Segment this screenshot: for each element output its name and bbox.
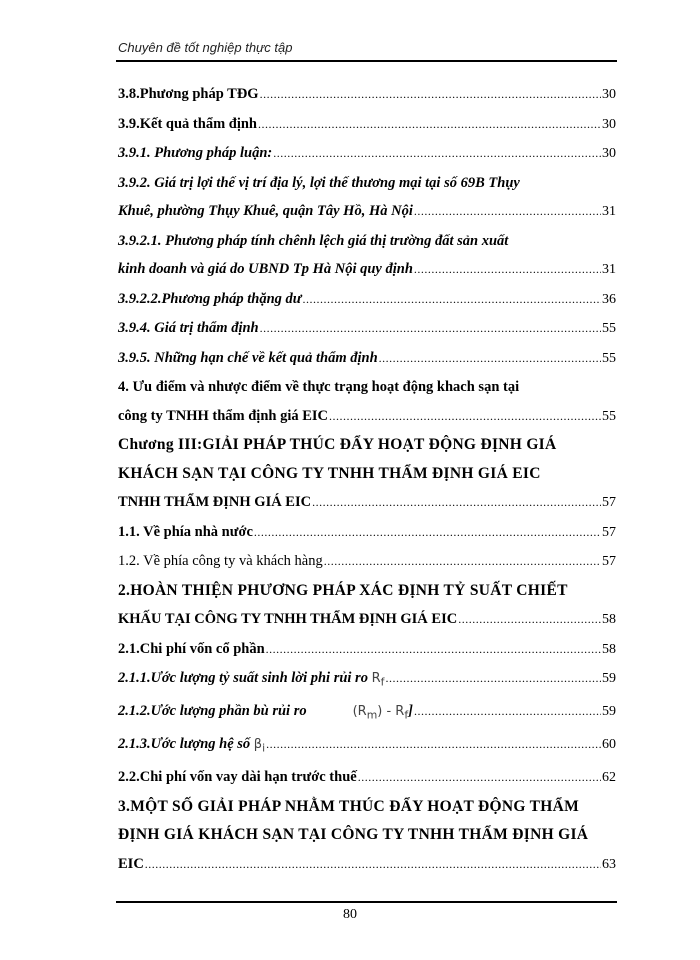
toc-page-number: 63 (602, 856, 616, 872)
toc-page-number: 30 (602, 116, 616, 132)
toc-page-number: 58 (602, 612, 616, 627)
toc-entry[interactable]: 3.9.2. Giá trị lợi thế vị trí địa lý, lợi thế thương mại tại số 69B Thụy Khuê, phường Thụy Khuê, quận Tây Hồ, Hà Nội ..... 31 (118, 169, 616, 227)
toc-page-number: 59 (602, 671, 616, 686)
toc-page-number: 57 (602, 495, 616, 510)
toc-page-number: 55 (602, 321, 616, 336)
toc-entry[interactable]: 3.9.2.2.Phương pháp thặng dư ..... 36 (118, 285, 616, 315)
toc-entry[interactable]: 2.HOÀN THIỆN PHƯƠNG PHÁP XÁC ĐỊNH TỶ SUẤT CHIẾT KHẤU TẠI CÔNG TY TNHH THẨM ĐỊNH GIÁ EIC ..... 58 (118, 577, 616, 635)
page-number: 80 (343, 907, 357, 922)
toc-page-number: 60 (602, 737, 616, 753)
header-rule (116, 60, 617, 62)
toc-page-number: 31 (602, 204, 616, 219)
toc-entry[interactable]: 3.8.Phương pháp TĐG ..... 30 (118, 80, 616, 110)
toc-entry[interactable]: 2.1.3.Ước lượng hệ số $\beta_i$ ..... 60 (118, 730, 616, 763)
toc-entry[interactable]: 2.2.Chi phí vốn vay dài hạn trước thuế ..... 62 (118, 763, 616, 793)
toc-page-number: 59 (602, 704, 616, 720)
toc-entry[interactable]: 2.1.2.Ước lượng phần bù rủi ro $(R_m) - R_f$] ..... 59 (118, 697, 616, 730)
beta-symbol: $\beta_i$ (253, 737, 266, 755)
toc-entry[interactable]: 3.9.4. Giá trị thẩm định ..... 55 (118, 314, 616, 344)
toc-entry[interactable]: 3.9.5. Những hạn chế về kết quả thẩm định ..... 55 (118, 344, 616, 374)
toc-page-number: 30 (602, 146, 616, 161)
toc-page-number: 58 (602, 641, 616, 657)
toc-page-number: 55 (602, 408, 616, 424)
toc-page-number: 57 (602, 524, 616, 540)
toc-entry[interactable]: 1.1. Về phía nhà nước ..... 57 (118, 518, 616, 548)
toc-entry[interactable]: 1.2. Về phía công ty và khách hàng ..... 57 (118, 547, 616, 577)
risk-premium-formula: $(R_m) - R_f$ (352, 704, 409, 722)
table-of-contents (118, 80, 616, 879)
toc-entry[interactable]: 3.9.Kết quả thẩm định ..... 30 (118, 110, 616, 140)
footer-rule (116, 901, 617, 903)
toc-page-number: 31 (602, 262, 616, 277)
toc-page-number: 36 (602, 291, 616, 307)
running-header: Chuyên đề tốt nghiệp thực tập (118, 40, 293, 55)
toc-entry[interactable]: 3.9.1. Phương pháp luận: ..... 30 (118, 139, 616, 169)
toc-page-number: 57 (602, 554, 616, 569)
risk-free-rate-symbol: $R_f$ (371, 671, 385, 689)
toc-entry[interactable]: 3.9.2.1. Phương pháp tính chênh lệch giá thị trường đất sản xuất kinh doanh và giá do UBND Tp Hà Nội quy định ..... 31 (118, 227, 616, 285)
toc-entry[interactable]: 4. Ưu điểm và nhược điểm về thực trạng hoạt động khach sạn tại công ty TNHH thẩm định giá EIC ..... 55 (118, 373, 616, 431)
toc-entry-chapter[interactable]: Chương III:GIẢI PHÁP THÚC ĐẨY HOẠT ĐỘNG ĐỊNH GIÁ KHÁCH SẠN TẠI CÔNG TY TNHH THẨM ĐỊNH GIÁ EIC TNHH THẨM ĐỊNH GIÁ EIC ..... 57 (118, 431, 616, 518)
toc-entry[interactable]: 2.1.Chi phí vốn cổ phần ..... 58 (118, 635, 616, 665)
toc-entry[interactable]: 3.MỘT SỐ GIẢI PHÁP NHẰM THÚC ĐẨY HOẠT ĐỘNG THẨM ĐỊNH GIÁ KHÁCH SẠN TẠI CÔNG TY TNHH THẨM ĐỊNH GIÁ EIC ..... 63 (118, 793, 616, 880)
toc-entry[interactable]: 2.1.1.Ước lượng tỷ suất sinh lời phi rủi ro $R_f$ ..... 59 (118, 664, 616, 697)
toc-page-number: 62 (602, 770, 616, 786)
toc-page-number: 55 (602, 350, 616, 366)
toc-page-number: 30 (602, 87, 616, 102)
